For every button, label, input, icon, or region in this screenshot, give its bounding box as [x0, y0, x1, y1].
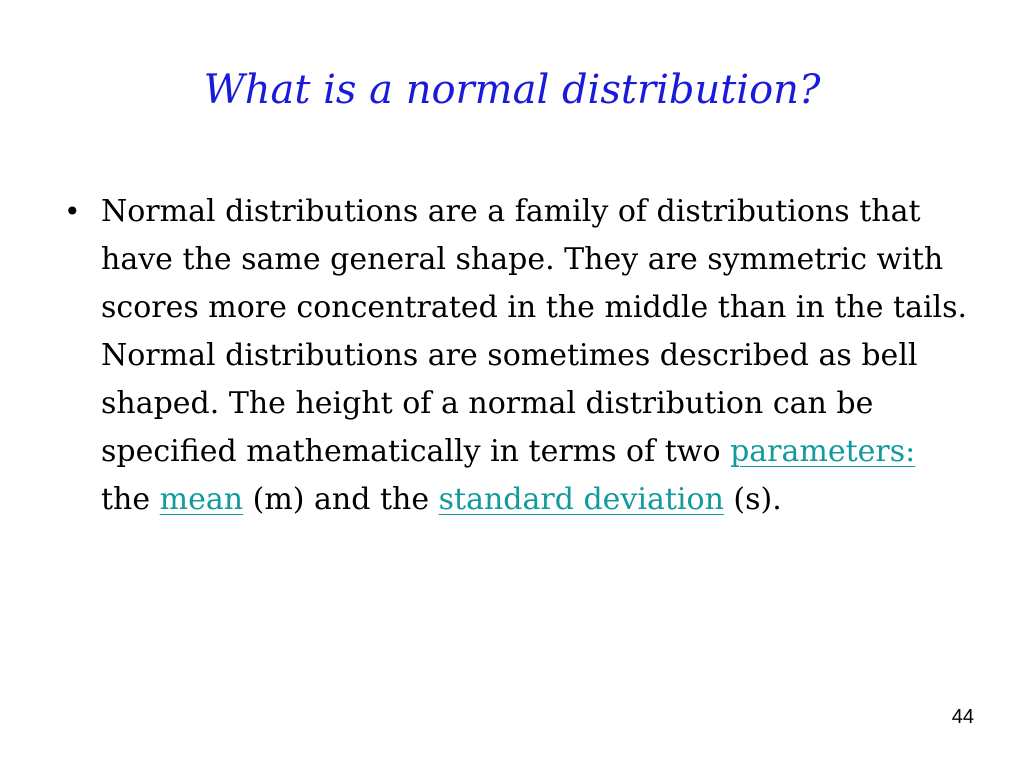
bullet-text-end: (s).: [723, 482, 782, 517]
standard-deviation-link[interactable]: standard deviation: [438, 482, 724, 517]
page-number: 44: [951, 706, 974, 728]
bullet-text-mid: (m) and the: [243, 482, 439, 517]
bullet-text-intro: Normal distributions are a family of distributions that have the same general shape. They are symmetric with scores more concentrated in the middle than in the tails. Normal distributions are sometimes described as bell shaped. The height of a normal distribution can be specified mathematically in terms of two: [101, 194, 968, 469]
bullet-icon: •: [64, 195, 81, 228]
parameters-link[interactable]: parameters:: [730, 434, 916, 469]
mean-link[interactable]: mean: [159, 482, 244, 517]
bullet-text-the: the: [101, 482, 160, 517]
bullet-list: [64, 188, 969, 524]
slide-title: What is a normal distribution?: [203, 67, 821, 113]
bullet-item: [64, 188, 969, 524]
